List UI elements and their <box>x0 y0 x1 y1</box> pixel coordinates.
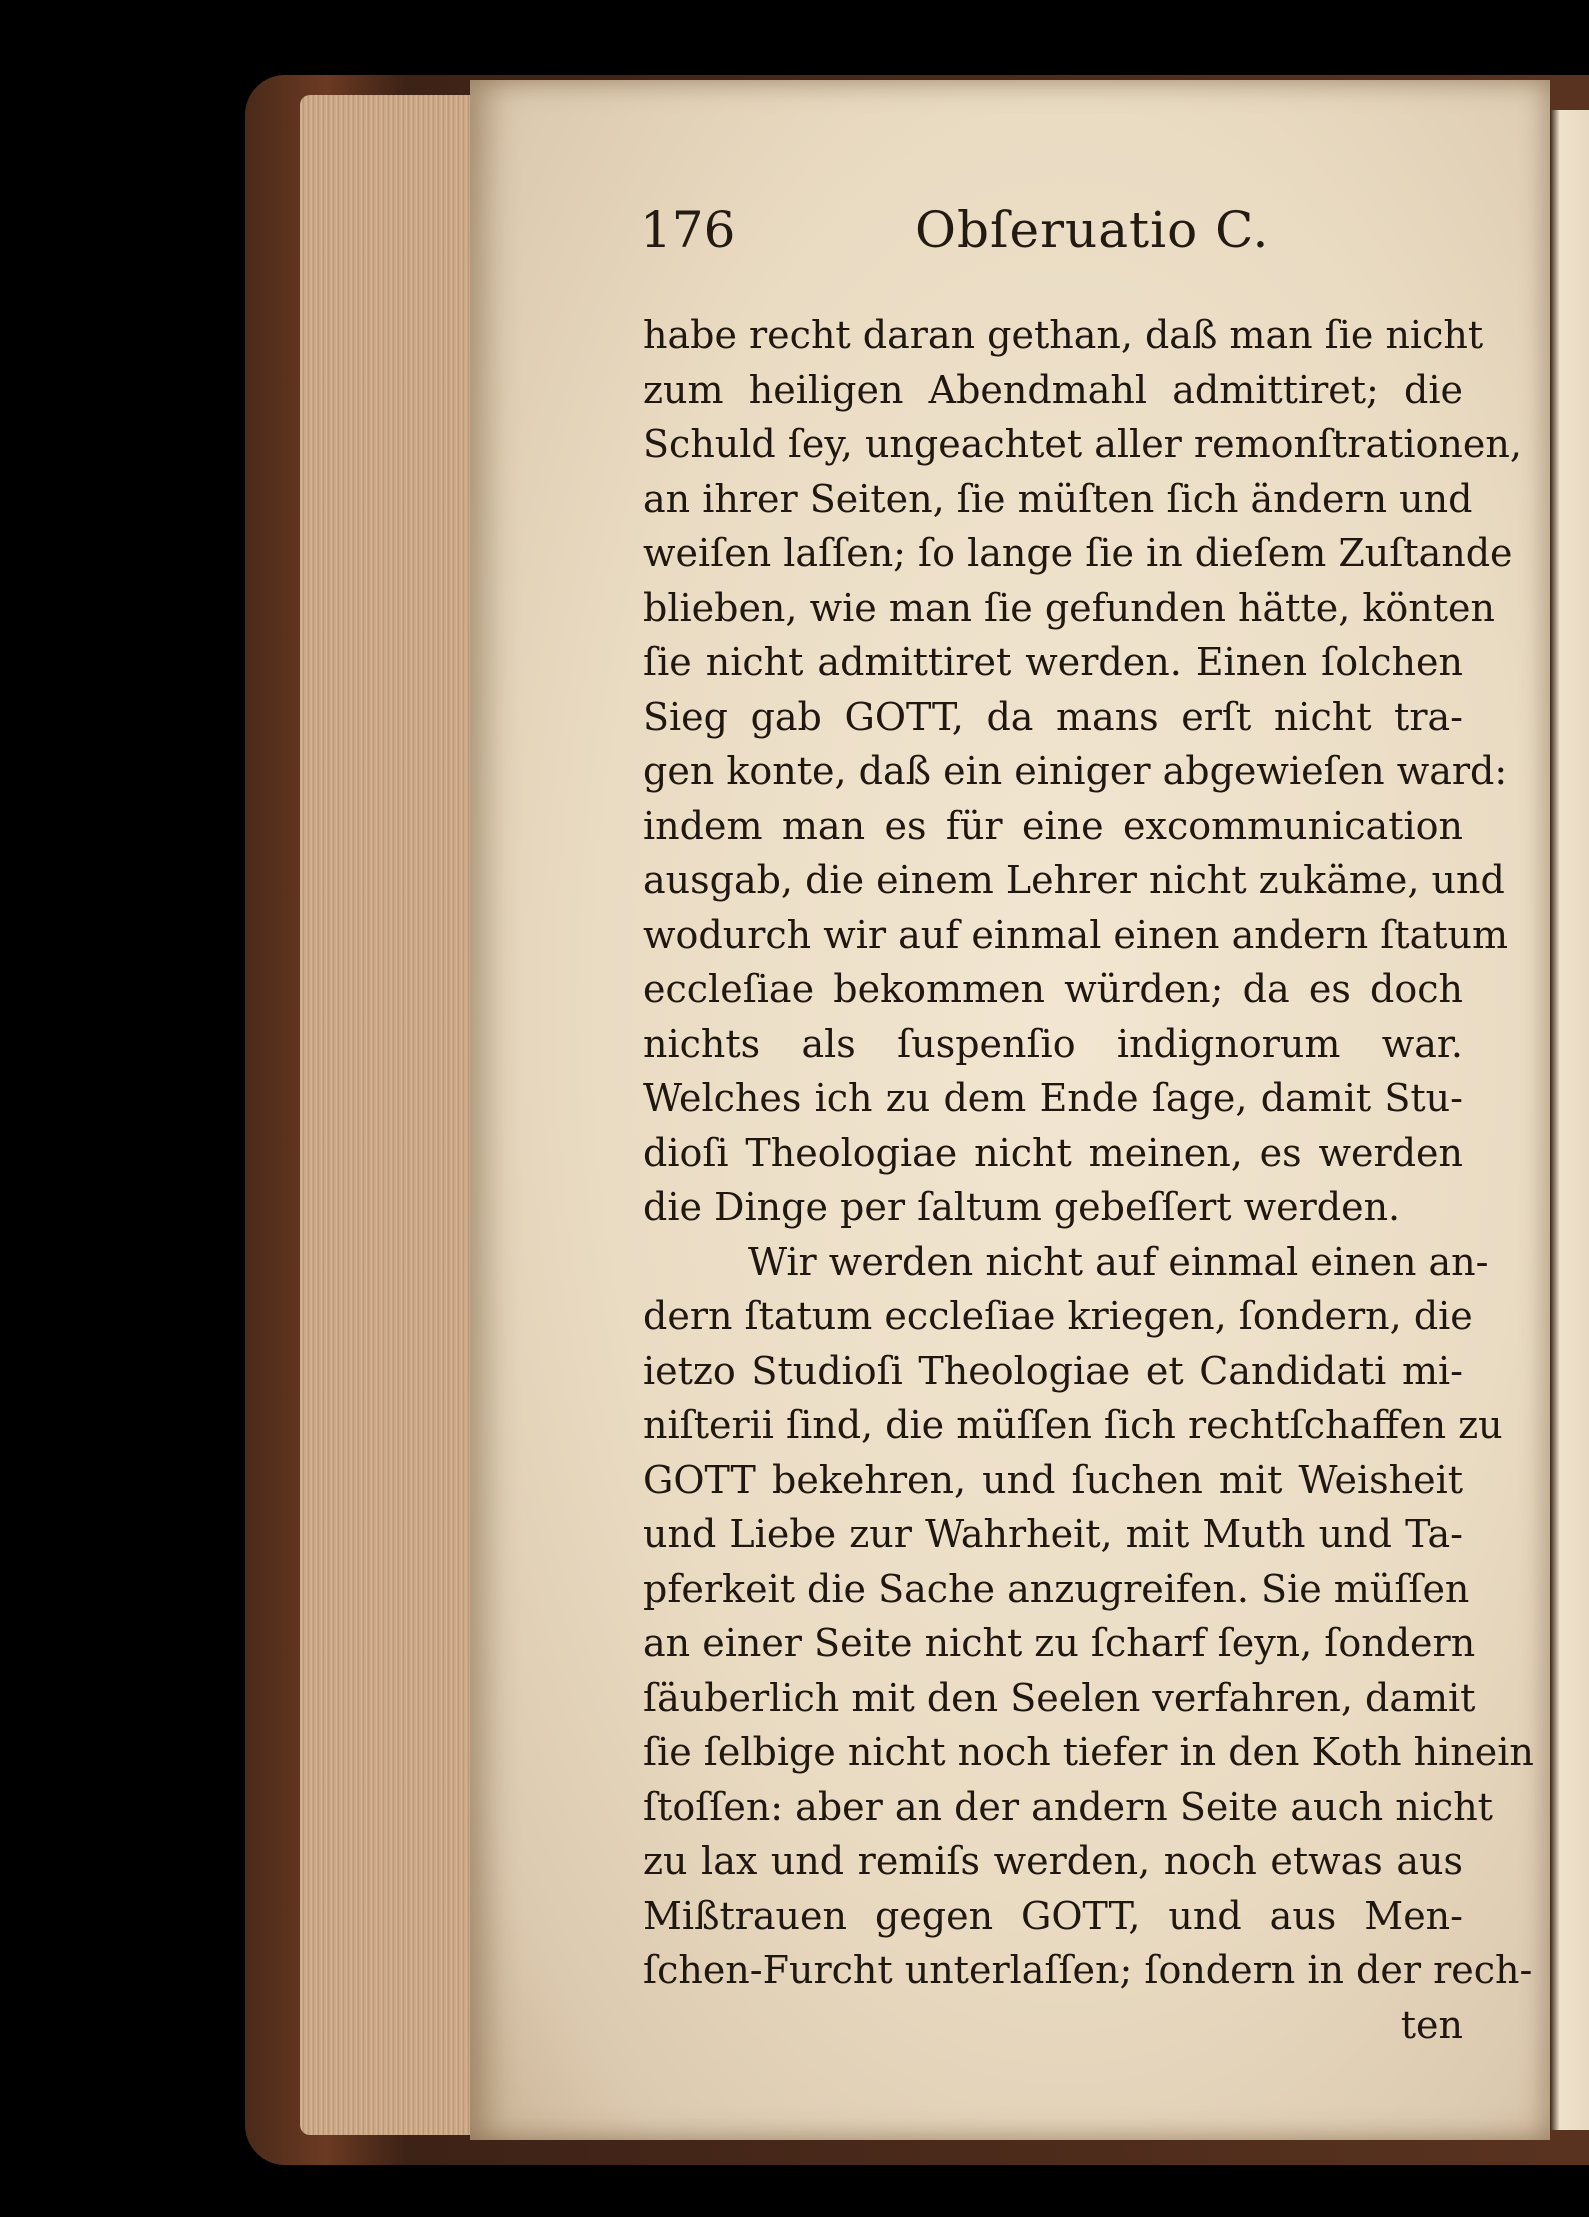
paragraph-start-line: Wir werden nicht auf einmal einen an- <box>748 1239 1489 1284</box>
text-line: indem man es für eine excommunication <box>643 803 1463 848</box>
text-line: ſäuberlich mit den Seelen verfahren, damit <box>643 1675 1476 1720</box>
text-line: pferkeit die Sache anzugreifen. Sie müſſen <box>643 1566 1470 1611</box>
text-line: habe recht daran gethan, daß man ſie nicht <box>643 313 1484 357</box>
text-line: eccleſiae bekommen würden; da es doch <box>643 967 1463 1011</box>
text-line: ſchen-Furcht unterlaſſen; ſondern in der rech- <box>643 1948 1533 1992</box>
text-line: niſterii ſind, die müſſen ſich rechtſchaffen zu <box>643 1403 1503 1447</box>
text-line: Schuld ſey, ungeachtet aller remonſtrationen, <box>643 422 1522 466</box>
text-line: gen konte, daß ein einiger abgewieſen ward: <box>643 749 1508 793</box>
text-line: nichts als ſuspenſio indignorum war. <box>643 1021 1463 1066</box>
text-line: GOTT bekehren, und ſuchen mit Weisheit <box>643 1457 1463 1502</box>
text-line: ſtoſſen: aber an der andern Seite auch nicht <box>643 1784 1493 1829</box>
page-header <box>640 195 1540 265</box>
page-edges <box>300 95 480 2135</box>
page-number: 176 <box>640 201 736 259</box>
body-text <box>643 308 1534 2052</box>
text-line: die Dinge per ſaltum gebeſſert werden. <box>643 1185 1401 1229</box>
text-line: blieben, wie man ſie gefunden hätte, könten <box>643 585 1495 630</box>
text-line: ſie ſelbige nicht noch tiefer in den Koth hinein <box>643 1730 1534 1774</box>
text-line: und Liebe zur Wahrheit, mit Muth und Ta- <box>643 1512 1463 1556</box>
text-line: dern ſtatum eccleſiae kriegen, ſondern, die <box>643 1294 1473 1338</box>
text-line: Sieg gab GOTT, da mans erſt nicht tra- <box>643 694 1463 739</box>
text-line: an ihrer Seiten, ſie müſten ſich ändern und <box>643 476 1473 521</box>
catchword: ten <box>1400 2002 1463 2047</box>
text-line: zum heiligen Abendmahl admittiret; die <box>643 367 1463 412</box>
text-line: Welches ich zu dem Ende ſage, damit Stu- <box>643 1076 1463 1120</box>
text-line: ſie nicht admittiret werden. Einen ſolchen <box>643 640 1463 684</box>
running-head: Obſeruatio C. <box>915 201 1270 259</box>
text-line: ietzo Studioſi Theologiae et Candidati mi- <box>643 1348 1463 1393</box>
text-line: dioſi Theologiae nicht meinen, es werden <box>643 1130 1463 1175</box>
text-line: an einer Seite nicht zu ſcharf ſeyn, ſondern <box>643 1621 1476 1665</box>
text-line: ausgab, die einem Lehrer nicht zukäme, und <box>643 858 1505 902</box>
facing-page-edge <box>1550 110 1589 2130</box>
text-line: wodurch wir auf einmal einen andern ſtatum <box>643 912 1509 957</box>
text-line: weiſen laſſen; ſo lange ſie in dieſem Zuſtande <box>643 531 1513 575</box>
text-line: Mißtrauen gegen GOTT, und aus Men- <box>643 1893 1463 1938</box>
text-line: zu lax und remiſs werden, noch etwas aus <box>643 1839 1463 1883</box>
